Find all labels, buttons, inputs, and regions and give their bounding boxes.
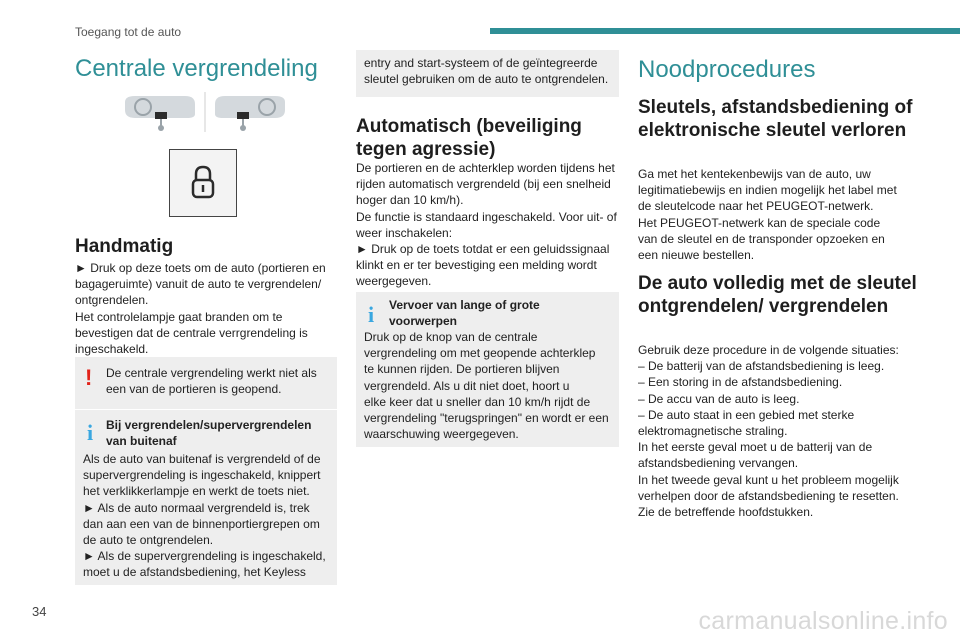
lock-button-icon	[169, 149, 237, 217]
lost-keys-text: Ga met het kentekenbewijs van de auto, uw legitimatiebewijs en indien mogelijk het label met de sleutelcode naar het PEUGEOT-netwerk. Het PEUGEOT-netwerk kan de speciale code van de sleutel en de transponder opzoeken en een nieuwe bestellen.	[638, 167, 897, 263]
info-box-text: Als de auto van buitenaf is vergrendeld of de supervergrendeling is ingeschakeld, knippert het verklikkerlampje en werkt de toets niet. ► Als de auto normaal vergrendeld is, trek dan aan een van de binnenportiergrepen om de auto te ontgrendelen. ► Als de supervergrendeling is ingeschakeld, moet u de afstandsbediening, het Keyless	[83, 452, 326, 580]
info-box-continued	[356, 50, 619, 97]
info-icon: i	[87, 420, 94, 445]
header-accent-bar	[490, 28, 960, 34]
warning-box	[75, 357, 337, 409]
info-box-unlocking	[75, 410, 337, 585]
info-box-transport-title: Vervoer van lange of grote voorwerpen	[389, 298, 540, 329]
footer-watermark: carmanualsonline.info	[698, 607, 948, 635]
manual-heading: Handmatig	[75, 236, 174, 257]
lost-keys-heading: Sleutels, afstandsbediening of elektronische sleutel verloren	[638, 97, 913, 141]
warning-text: De centrale vergrendeling werkt niet als een van de portieren is geopend.	[106, 366, 317, 397]
key-unlock-text: Gebruik deze procedure in de volgende situaties: – De batterij van de afstandsbediening is leeg. – Een storing in de afstandsbediening. – De accu van de auto is leeg. – De auto staat in een gebied met sterke elektromagnetische straling. In het eerste geval moet u de batterij van de afstandsbediening vervangen. In het tweede geval kunt u het probleem mogelijk verhelpen door de afstandsbediening te resetten. Zie de betreffende hoofdstukken.	[638, 343, 899, 520]
automatic-heading: Automatisch (beveiliging tegen agressie)	[356, 116, 582, 160]
warning-icon: !	[85, 365, 93, 390]
automatic-text: De portieren en de achterklep worden tijdens het rijden automatisch vergrendeld (bij een snelheid hoger dan 10 km/h). De functie is standaard ingeschakeld. Voor uit- of weer inschakelen: ► Druk op de toets totdat er een geluidssignaal klinkt en er ter bevestiging een melding wordt weergegeven.	[356, 161, 617, 289]
manual-text: ► Druk op deze toets om de auto (portieren en bagageruimte) vanuit de auto te vergrendelen/ ontgrendelen. Het controlelampje gaat branden om te bevestigen dat de centrale verrgrendeling is ingeschakeld.	[75, 261, 326, 357]
emergency-heading: Noodprocedures	[638, 56, 816, 83]
info-box-continued-text: entry and start-systeem of de geïntegreerde sleutel gebruiken om de auto te ontgrendelen.	[364, 56, 609, 87]
page-number: 34	[32, 604, 47, 619]
info-icon: i	[368, 302, 375, 327]
info-box-transport-text: Druk op de knop van de centrale vergrendeling om met geopende achterklep te kunnen rijden. De portieren blijven vergrendeld. Als u dit niet doet, hoort u elke keer dat u sneller dan 10 km/h rijdt de vergrendeling "terugspringen" en wordt er een waarschuwing weergegeven.	[364, 330, 609, 442]
central-locking-heading: Centrale vergrendeling	[75, 55, 318, 82]
header-section-title: Toegang tot de auto	[75, 25, 182, 39]
info-box-title: Bij vergrendelen/supervergrendelen van buitenaf	[106, 418, 312, 449]
info-box-transport	[356, 292, 619, 447]
dashboard-lock-illustration	[115, 92, 295, 136]
key-unlock-heading: De auto volledig met de sleutel ontgrendelen/ vergrendelen	[638, 273, 917, 317]
